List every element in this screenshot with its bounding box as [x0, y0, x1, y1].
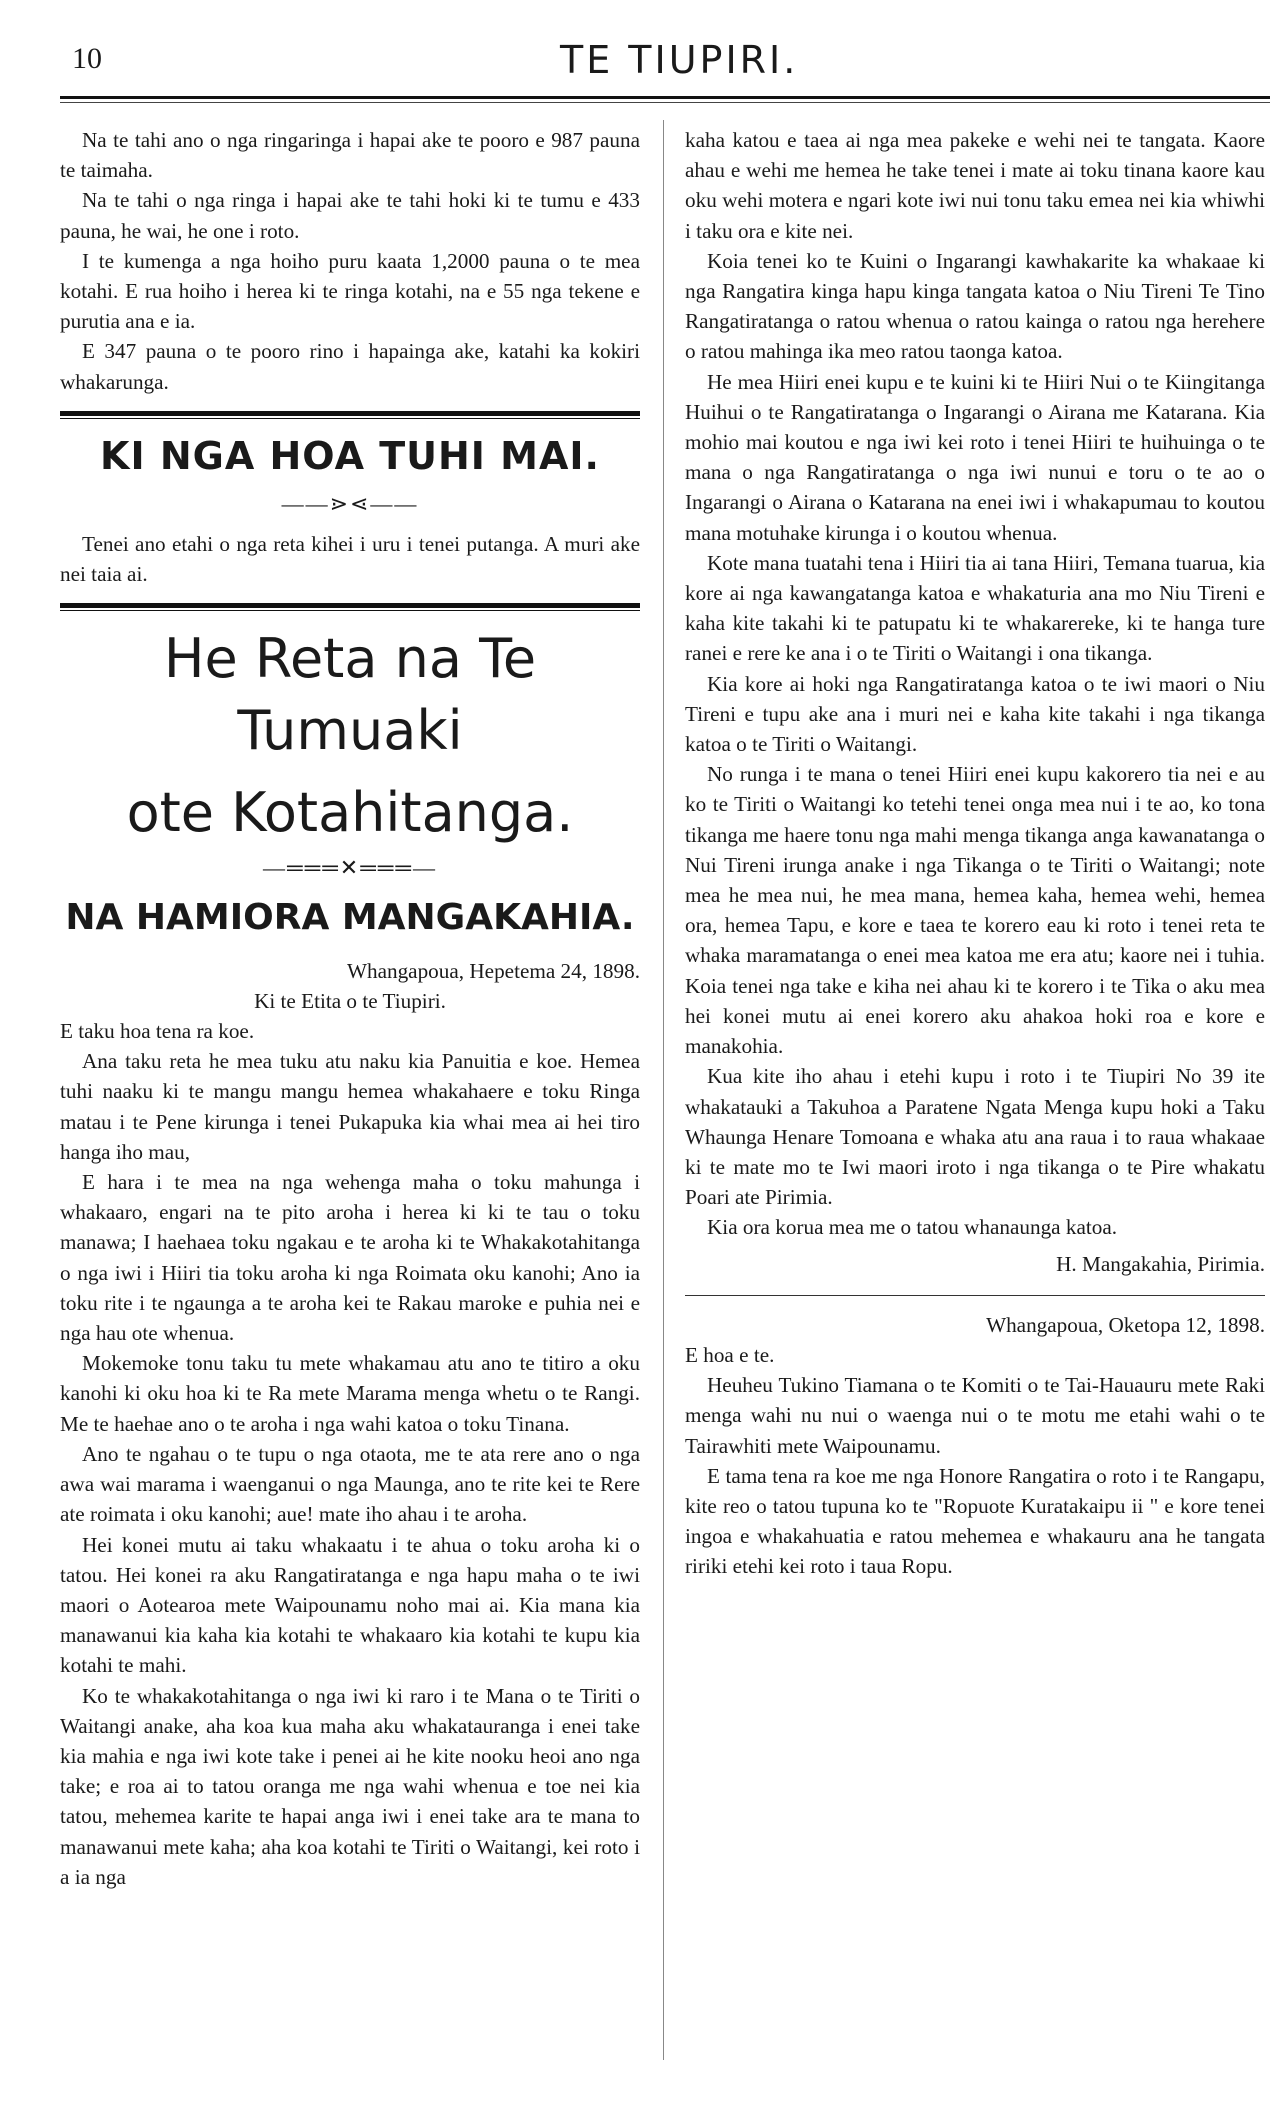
- greeting: E hoa e te.: [685, 1342, 775, 1367]
- paragraph: Na te tahi ano o nga ringaringa i hapai ake te pooro e 987 pauna te taimaha.: [60, 128, 640, 183]
- dateline: Whangapoua, Oketopa 12, 1898.: [986, 1312, 1265, 1337]
- paragraph: kaha katou e taea ai nga mea pakeke e wehi nei te tangata. Kaore ahau e wehi me hemea he take tenei i mate ai toku tinana kaore kau oku wehi motera e ngari kote iwi nui tonu taku emea nei kia whiwhi i taku ora e kite nei.: [685, 128, 1265, 243]
- paragraph: Kote mana tuatahi tena i Hiiri tia ai tana Hiiri, Temana tuarua, kia kore ai nga kawangatanga katoa e whakaturia ana mo Niu Tireni e kaha kite takahi ki te patupatu ki te whakarereke, ki te hanga ture ranei e rere ke ana i o te Tiriti o Waitangi i ona tikanga.: [685, 550, 1265, 666]
- paragraph: Kia kore ai hoki nga Rangatiratanga katoa o te iwi maori o Niu Tireni e tupu ake ana i muri nei e kaha kite takahi i nga tikanga katoa o te Tiriti o Waitangi.: [685, 671, 1265, 757]
- article-title-line1: He Reta na Te Tumuaki: [163, 627, 537, 763]
- section-heading: KI NGA HOA TUHI MAI.: [100, 433, 600, 478]
- paragraph: Ana taku reta he mea tuku atu naku kia Panuitia e koe. Hemea tuhi naaku ki te mangu mangu hemea whakahaere e toku Ringa matau i te Pene kirunga i tenei Pukapuka kia whai mea ai hei tiro hanga iho mau,: [60, 1049, 640, 1164]
- column-divider: [663, 120, 664, 2060]
- article-title-line2: ote Kotahitanga.: [126, 781, 574, 845]
- paragraph: E 347 pauna o te pooro rino i hapainga ake, katahi ka kokiri whakarunga.: [60, 339, 640, 394]
- paragraph: I te kumenga a nga hoiho puru kaata 1,2000 pauna o te mea kotahi. E rua hoiho i herea ki te ringa kotahi, na e 55 nga tekene e purutia ana e ia.: [60, 248, 640, 334]
- ornament: —═══✕═══—: [263, 855, 437, 881]
- paragraph: Heuheu Tukino Tiamana o te Komiti o te Tai-Hauauru mete Raki menga wahi nu nui o waenga nui o te motu me etahi wahi o te Tairawhiti mete Waipounamu.: [685, 1373, 1265, 1458]
- running-title: TE TIUPIRI.: [560, 38, 799, 82]
- article-author: NA HAMIORA MANGAKAHIA.: [65, 896, 635, 938]
- paragraph: Kua kite iho ahau i etehi kupu i roto i te Tiupiri No 39 ite whakatauki a Takuhoa a Paratene Ngata Menga kupu hoki a Taku Whaunga Henare Tomoana e whaka atu ana raua i to raua whakaae ki te mate mo te Iwi maori iroto i nga tikanga o te Pire whakatu Poari ate Pirimia.: [685, 1064, 1265, 1210]
- section-rule: [60, 603, 640, 611]
- addressee: Ki te Etita o te Tiupiri.: [254, 988, 446, 1013]
- paragraph: Tenei ano etahi o nga reta kihei i uru i tenei putanga. A muri ake nei taia ai.: [60, 532, 640, 587]
- paragraph: Mokemoke tonu taku tu mete whakamau atu ano te titiro a oku kanohi ki oku hoa ki te Ra mete Marama menga whetu o te Rangi. Me te haehae ano o te aroha i nga wahi katoa o toku Tinana.: [60, 1351, 640, 1436]
- paragraph: No runga i te mana o tenei Hiiri enei kupu kakorero tia nei e au ko te Tiriti o Waitangi ko tetehi tenei onga mea nui i te ao, ko tona tikanga me haere tonu nga mahi menga tikanga anga kawanatanga o Nui Tireni irunga anake i nga Tikanga o te Tiriti o Waitangi; note mea he mea nui, he mea mana, hemea kaha, hemea wehi, hemea ora, hemea Tapu, e kore e taea te korero eau ki roto i tenei reta te whaka maramatanga o enei mea katoa me era atu; kaore nei i tuhia. Koia tenei nga take e kiha nei ahau ki te korero i te Tika o aku mea hei konei mutu ai enei korero aku ahakoa hoki roa e kore e manakohia.: [685, 762, 1265, 1059]
- paragraph: Ano te ngahau o te tupu o nga otaota, me te ata rere ano o nga awa wai marama i waenganui o nga Maunga, ano te rite kei te Rere ate roimata i oku kanohi; aue! mate iho ahau i te aroha.: [60, 1441, 640, 1527]
- right-column: [685, 125, 1265, 1582]
- header-rule: [60, 96, 1270, 99]
- dateline: Whangapoua, Hepetema 24, 1898.: [347, 958, 640, 983]
- newspaper-page: [60, 30, 1280, 2090]
- page-header: [60, 30, 1270, 90]
- paragraph: Kia ora korua mea me o tatou whanaunga katoa.: [707, 1215, 1118, 1240]
- ornament: ——⋗⋖——: [281, 490, 419, 516]
- paragraph: E tama tena ra koe me nga Honore Rangatira o roto i te Rangapu, kite reo o tatou tupuna ko te "Ropuote Kuratakaipu ii " e kore tenei ingoa e whakahuatia e ratou mehemea e whakauru ana he tangata ririki etehi kei roto i taua Ropu.: [685, 1463, 1265, 1579]
- paragraph: Na te tahi o nga ringa i hapai ake te tahi hoki ki te tumu e 433 pauna, he wai, he one i roto.: [60, 188, 640, 243]
- signature: H. Mangakahia, Pirimia.: [1056, 1251, 1265, 1276]
- paragraph: He mea Hiiri enei kupu e te kuini ki te Hiiri Nui o te Kiingitanga Huihui o te Rangatiratanga o Ingarangi o Airana me Katarana. Kia mohio mai koutou e nga iwi kei roto i tenei Hiiri te huihuinga o te mana o nga Rangatiratanga o nga iwi nunui e toru o te ao o Ingarangi o Airana o Katarana na enei iwi i whakapumau to koutou mana motuhake kirunga i o koutou whenua.: [685, 369, 1265, 545]
- paragraph: E hara i te mea na nga wehenga maha o toku mahunga i whakaaro, engari na te pito aroha i herea ki ki te tau o toku manawa; I haehaea toku ngakau e te aroha ki te Whakakotahitanga o nga iwi i Hiiri tia toku aroha ki nga Roimata oku kanohi; Ano ia toku rite i te ngaunga a te aroha kei te Rakau maroke e puhia nei e nga hau ote whenua.: [60, 1170, 640, 1346]
- section-rule: [60, 411, 640, 419]
- paragraph: Ko te whakakotahitanga o nga iwi ki raro i te Mana o te Tiriti o Waitangi anake, aha koa kua maha aku whakatauranga i enei take kia mahia e nga iwi kote take i penei ai he kite nooku heoi ano nga take; e roa ai to tatou oranga me nga wahi whenua e toe nei kia tatou, mehemea karite te hapai anga iwi i enei take ara te mana to manawanui mete kaha; aha koa kotahi te Tiriti o Waitangi, kei roto i a ia nga: [60, 1683, 640, 1889]
- letter-separator: [685, 1295, 1265, 1296]
- paragraph: Hei konei mutu ai taku whakaatu i te ahua o toku aroha ki o tatou. Hei konei ra aku Rangatiratanga e nga hapu maha o te iwi maori o Aotearoa mete Waipounamu noho mai ai. Kia mana kia manawanui kia kaha kia kotahi te whakaaro kia kotahi te kupu kia kotahi te mahi.: [60, 1532, 640, 1678]
- page-number: 10: [72, 42, 102, 75]
- greeting: E taku hoa tena ra koe.: [60, 1019, 255, 1044]
- header-rule-thin: [60, 102, 1270, 103]
- paragraph: Koia tenei ko te Kuini o Ingarangi kawhakarite ka whakaae ki nga Rangatira kinga hapu kinga tangata katoa o Niu Tireni Te Tino Rangatiratanga o ratou whenua o ratou kainga o ratou nga herehere o ratou mahinga ika meo ratou taonga katoa.: [685, 248, 1265, 364]
- left-column: [60, 125, 640, 1892]
